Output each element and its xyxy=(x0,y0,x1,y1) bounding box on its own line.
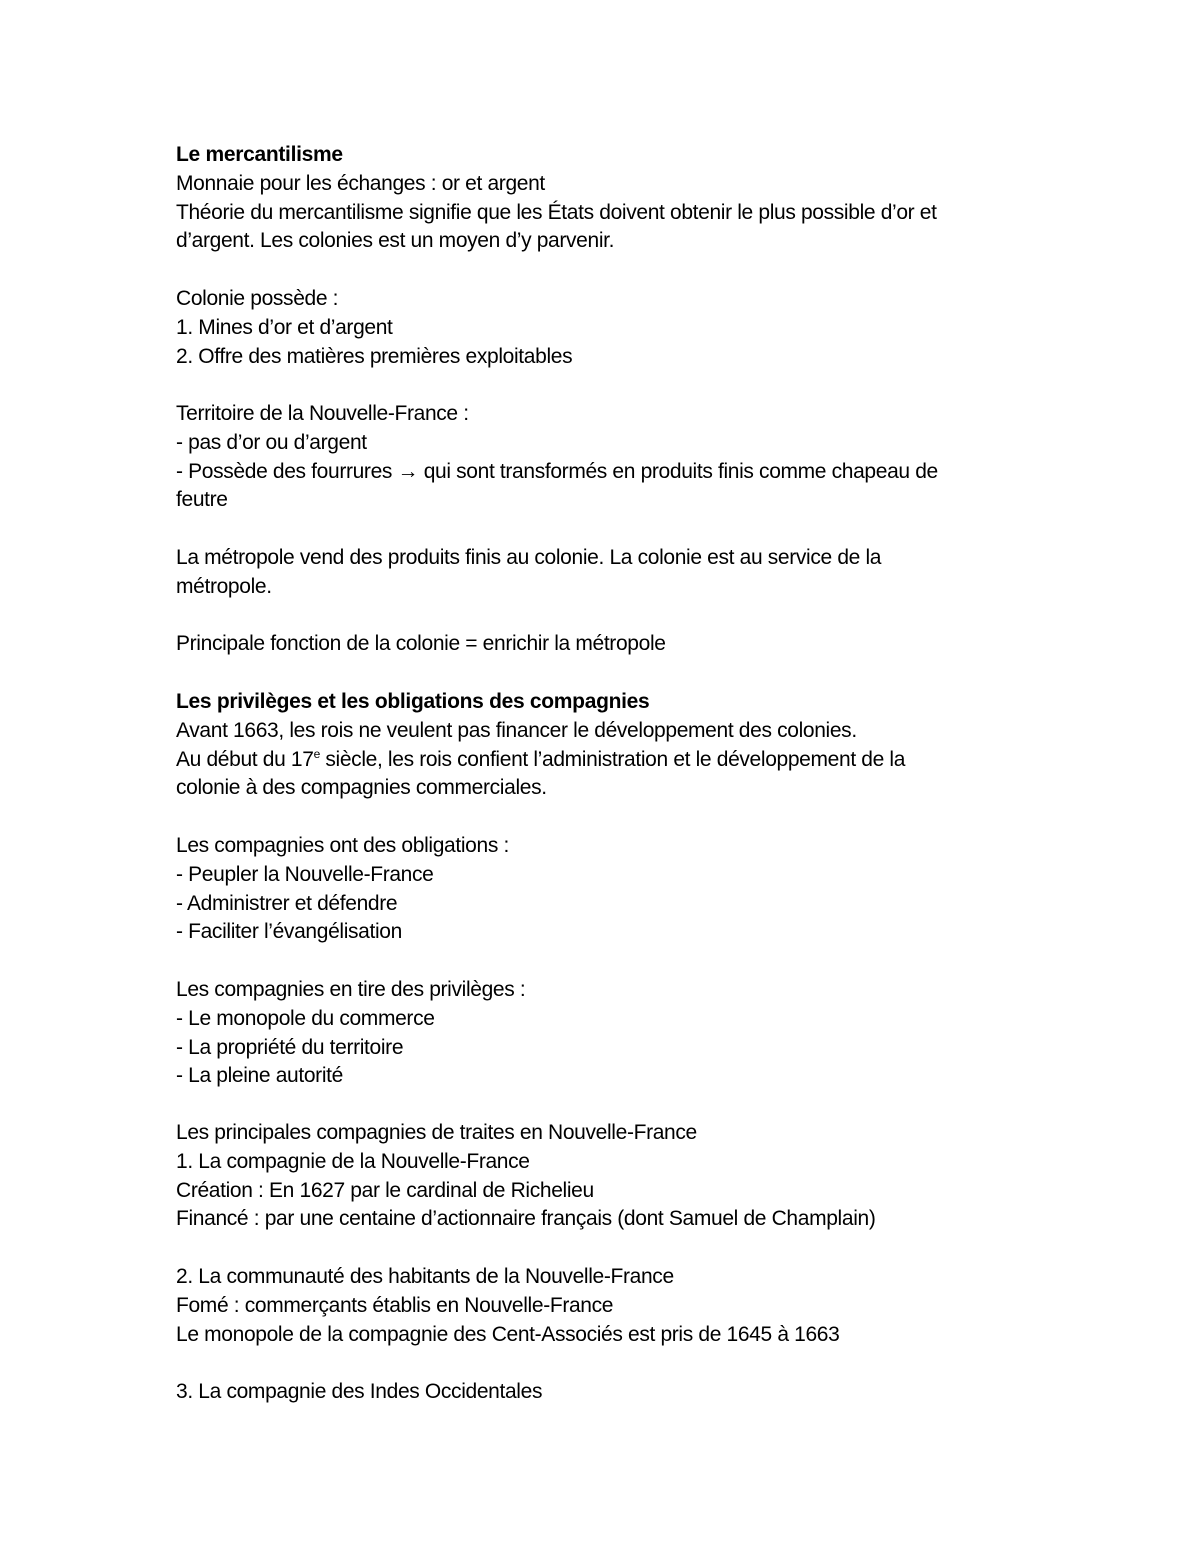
superscript: e xyxy=(313,746,320,761)
compagnie-1 xyxy=(176,1119,1056,1234)
paragraph-line xyxy=(176,746,1056,775)
metropole-paragraph xyxy=(176,544,1056,602)
paragraph-line: Monnaie pour les échanges : or et argent xyxy=(176,171,545,195)
list-item: 1. Mines d’or et d’argent xyxy=(176,315,393,339)
list-item-text: - Possède des fourrures xyxy=(176,459,398,483)
paragraph-line: Avant 1663, les rois ne veulent pas financer le développement des colonies. xyxy=(176,718,857,742)
section-privileges xyxy=(176,688,1056,803)
paragraph-text: siècle, les rois confient l’administration et le développement de la xyxy=(319,747,906,771)
compagnie-2 xyxy=(176,1263,1056,1349)
paragraph-line: Le monopole de la compagnie des Cent-Associés est pris de 1645 à 1663 xyxy=(176,1322,840,1346)
list-item: 2. Offre des matières premières exploitables xyxy=(176,344,573,368)
list-item: - La propriété du territoire xyxy=(176,1035,404,1059)
list-item xyxy=(176,458,1056,487)
list-item-text: qui sont transformés en produits finis comme chapeau de xyxy=(418,459,938,483)
list-title: Colonie possède : xyxy=(176,287,339,310)
paragraph-line: colonie à des compagnies commerciales. xyxy=(176,776,547,800)
paragraph-line: 1. La compagnie de la Nouvelle-France xyxy=(176,1149,530,1173)
paragraph-line: Financé : par une centaine d’actionnaire français (dont Samuel de Champlain) xyxy=(176,1207,876,1231)
paragraph-line: d’argent. Les colonies est un moyen d’y parvenir. xyxy=(176,229,615,253)
obligations-list xyxy=(176,832,1056,947)
paragraph-line: Création : En 1627 par le cardinal de Richelieu xyxy=(176,1178,594,1202)
colonie-list xyxy=(176,285,1056,371)
arrow-icon: → xyxy=(397,459,419,483)
list-item: - pas d’or ou d’argent xyxy=(176,430,367,454)
paragraph-line: Principale fonction de la colonie = enrichir la métropole xyxy=(176,632,666,655)
paragraph-line: 3. La compagnie des Indes Occidentales xyxy=(176,1380,543,1403)
privileges-list xyxy=(176,976,1056,1091)
paragraph-line: Théorie du mercantilisme signifie que les États doivent obtenir le plus possible d’or et xyxy=(176,200,937,224)
list-item: - La pleine autorité xyxy=(176,1064,343,1088)
list-item-continuation: feutre xyxy=(176,488,228,512)
list-item: - Peupler la Nouvelle-France xyxy=(176,862,434,886)
paragraph-line: La métropole vend des produits finis au colonie. La colonie est au service de la xyxy=(176,546,882,569)
paragraph-text: Au début du 17 xyxy=(176,747,314,771)
section-mercantilisme xyxy=(176,141,1056,256)
paragraph-line: 2. La communauté des habitants de la Nouvelle-France xyxy=(176,1265,674,1288)
fonction-paragraph xyxy=(176,630,1056,659)
list-item: - Faciliter l’évangélisation xyxy=(176,920,402,944)
territoire-list xyxy=(176,400,1056,515)
list-item: - Le monopole du commerce xyxy=(176,1006,435,1030)
compagnie-3 xyxy=(176,1378,1056,1407)
list-item: - Administrer et défendre xyxy=(176,891,398,915)
section-heading: Le mercantilisme xyxy=(176,143,343,166)
paragraph-line: métropole. xyxy=(176,574,272,598)
paragraph-line: Les principales compagnies de traites en Nouvelle-France xyxy=(176,1121,697,1144)
section-heading: Les privilèges et les obligations des compagnies xyxy=(176,690,650,713)
list-title: Territoire de la Nouvelle-France : xyxy=(176,402,469,425)
paragraph-line: Fomé : commerçants établis en Nouvelle-France xyxy=(176,1293,614,1317)
list-title: Les compagnies en tire des privilèges : xyxy=(176,978,526,1001)
list-title: Les compagnies ont des obligations : xyxy=(176,834,509,857)
